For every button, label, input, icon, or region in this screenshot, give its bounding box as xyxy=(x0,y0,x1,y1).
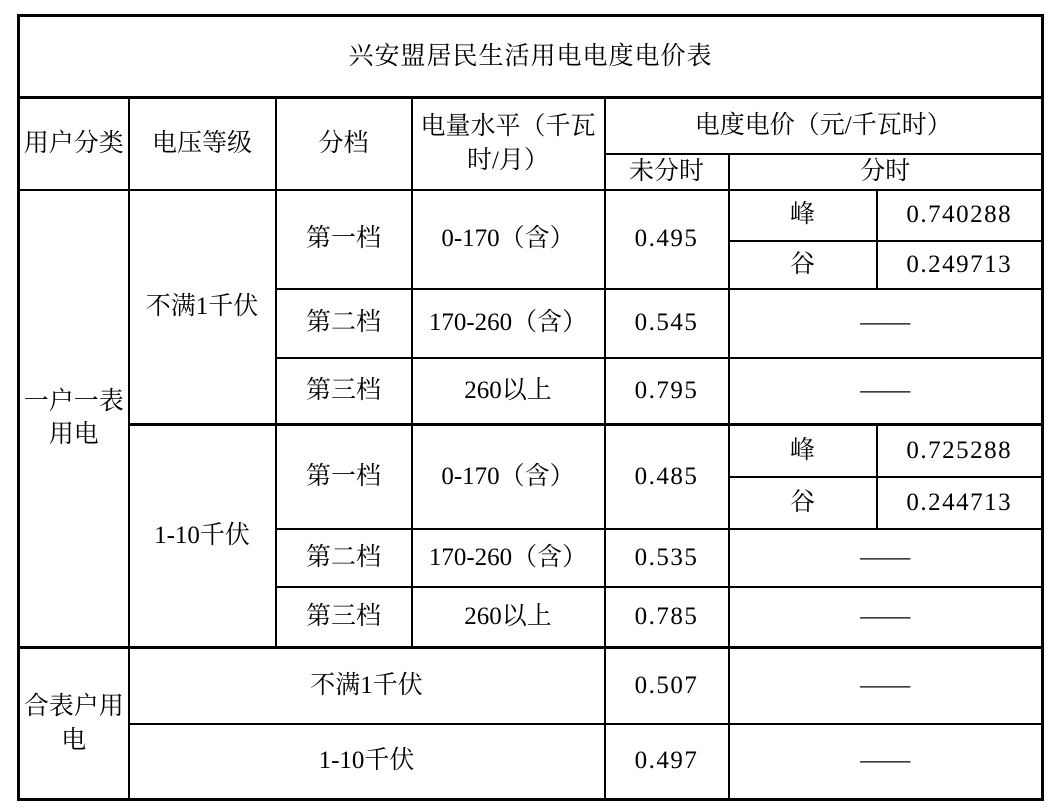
cell-flat-price-g1-2: 0.545 xyxy=(605,289,729,358)
cell-peak-price-g1: 0.740288 xyxy=(877,190,1043,241)
cell-usage-g2-2: 170-260（含） xyxy=(412,529,605,587)
cell-voltage-combined-2: 1-10千伏 xyxy=(129,724,605,800)
cell-flat-price-combined-1: 0.507 xyxy=(605,648,729,724)
cell-tou-dash-g2-2: —— xyxy=(729,529,1043,587)
header-voltage-level: 电压等级 xyxy=(129,98,276,190)
cell-flat-price-g2-3: 0.785 xyxy=(605,587,729,648)
cell-tou-dash-combined-2: —— xyxy=(729,724,1043,800)
header-tier: 分档 xyxy=(276,98,412,190)
cell-peak-label-g2: 峰 xyxy=(729,425,877,477)
cell-usage-g2-3: 260以上 xyxy=(412,587,605,648)
cell-tou-dash-g2-3: —— xyxy=(729,587,1043,648)
electricity-price-table xyxy=(17,14,1044,801)
cell-tier-g1-3: 第三档 xyxy=(276,358,412,425)
cell-flat-price-g2-1: 0.485 xyxy=(605,425,729,529)
header-user-category: 用户分类 xyxy=(19,98,129,190)
cell-usage-g1-2: 170-260（含） xyxy=(412,289,605,358)
header-price: 电度电价（元/千瓦时） xyxy=(605,98,1043,154)
header-time-of-use: 分时 xyxy=(729,154,1043,190)
cell-tier-g2-3: 第三档 xyxy=(276,587,412,648)
cell-tier-g2-1: 第一档 xyxy=(276,425,412,529)
cell-tou-dash-combined-1: —— xyxy=(729,648,1043,724)
cell-voltage-combined-1: 不满1千伏 xyxy=(129,648,605,724)
cell-tier-g1-1: 第一档 xyxy=(276,190,412,289)
cell-voltage-g1: 不满1千伏 xyxy=(129,190,276,425)
cell-voltage-g2: 1-10千伏 xyxy=(129,425,276,648)
cell-category-single-meter: 一户一表用电 xyxy=(19,190,129,648)
cell-tou-dash-g1-3: —— xyxy=(729,358,1043,425)
cell-flat-price-combined-2: 0.497 xyxy=(605,724,729,800)
cell-flat-price-g2-2: 0.535 xyxy=(605,529,729,587)
cell-category-combined-meter: 合表户用电 xyxy=(19,648,129,800)
cell-usage-g1-3: 260以上 xyxy=(412,358,605,425)
cell-usage-g2-1: 0-170（含） xyxy=(412,425,605,529)
cell-flat-price-g1-3: 0.795 xyxy=(605,358,729,425)
cell-tou-dash-g1-2: —— xyxy=(729,289,1043,358)
cell-tier-g2-2: 第二档 xyxy=(276,529,412,587)
header-usage-level: 电量水平（千瓦时/月） xyxy=(412,98,605,190)
cell-valley-price-g2: 0.244713 xyxy=(877,477,1043,529)
cell-valley-price-g1: 0.249713 xyxy=(877,241,1043,289)
table-title: 兴安盟居民生活用电电度电价表 xyxy=(19,16,1043,98)
cell-peak-label-g1: 峰 xyxy=(729,190,877,241)
header-flat-rate: 未分时 xyxy=(605,154,729,190)
cell-peak-price-g2: 0.725288 xyxy=(877,425,1043,477)
cell-valley-label-g2: 谷 xyxy=(729,477,877,529)
cell-tier-g1-2: 第二档 xyxy=(276,289,412,358)
cell-valley-label-g1: 谷 xyxy=(729,241,877,289)
cell-usage-g1-1: 0-170（含） xyxy=(412,190,605,289)
cell-flat-price-g1-1: 0.495 xyxy=(605,190,729,289)
